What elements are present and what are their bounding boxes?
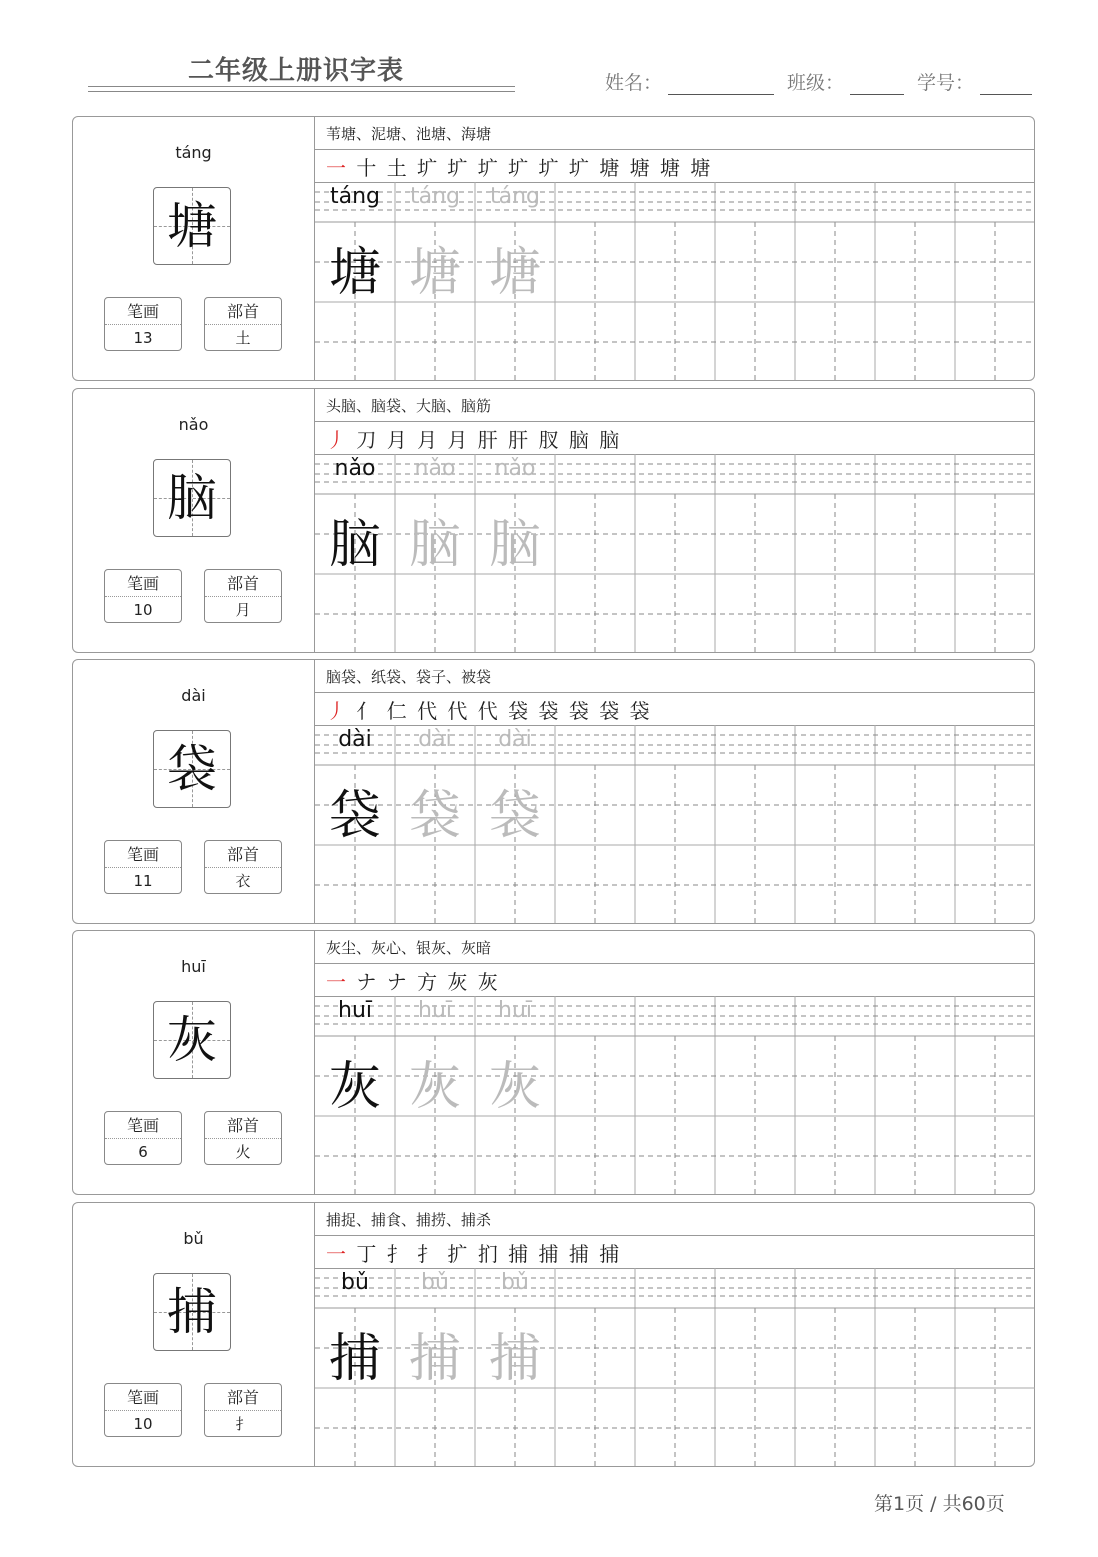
radical-value: 扌 — [235, 1415, 251, 1433]
radical-label: 部首 — [205, 298, 281, 325]
character-trace: 脑 — [488, 515, 541, 575]
page-indicator: 第1页 / 共60页 — [874, 1493, 1005, 1515]
radical-value: 火 — [235, 1143, 251, 1161]
character-trace: 灰 — [408, 1057, 461, 1117]
title-underline — [88, 86, 515, 87]
pinyin-trace: dài — [498, 727, 532, 752]
number-blank[interactable] — [980, 74, 1032, 95]
pinyin-trace: huī — [418, 998, 452, 1023]
pinyin-trace: dài — [418, 727, 452, 752]
class-field[interactable] — [787, 68, 904, 95]
pinyin-trace: nǎo — [494, 456, 536, 481]
pinyin-sample: bǔ — [341, 1270, 369, 1295]
stroke-count-box — [104, 297, 182, 351]
radical-value: 土 — [235, 329, 251, 347]
stroke-count-label: 笔画 — [105, 1384, 181, 1411]
stroke-count-label: 笔画 — [105, 1112, 181, 1139]
character-card — [72, 116, 1035, 381]
stroke-order-row — [315, 421, 1034, 455]
stroke-count-value: 10 — [133, 1415, 153, 1433]
pinyin-label: huī — [181, 957, 206, 976]
character-card — [72, 659, 1035, 924]
pinyin-label: bǔ — [183, 1229, 204, 1248]
radical-label: 部首 — [205, 1112, 281, 1139]
character-info-panel — [73, 117, 314, 380]
character-trace: 捕 — [488, 1329, 541, 1389]
character-trace: 塘 — [488, 243, 541, 303]
pinyin-label: dài — [181, 686, 206, 705]
name-label: 姓名： — [605, 72, 663, 94]
character-info-panel — [73, 1203, 314, 1466]
character-trace: 袋 — [488, 786, 541, 846]
radical-value: 月 — [235, 601, 251, 619]
stroke-order-row — [315, 963, 1034, 997]
character-trace: 脑 — [408, 515, 461, 575]
practice-area — [314, 1203, 1034, 1466]
stroke-order: 丿 刀 月 月 月 肝 肝 肞 脑 脑 — [326, 428, 622, 452]
radical-box — [204, 1111, 282, 1165]
name-blank[interactable] — [668, 74, 774, 95]
character-sample: 塘 — [328, 243, 381, 303]
word-examples-row — [315, 1203, 1034, 1236]
character-trace: 袋 — [408, 786, 461, 846]
stroke-count-label: 笔画 — [105, 298, 181, 325]
character-display: 袋 — [167, 740, 217, 798]
pinyin-sample: táng — [329, 184, 380, 209]
radical-box — [204, 297, 282, 351]
word-examples-row — [315, 931, 1034, 964]
stroke-count-box — [104, 569, 182, 623]
pinyin-label: táng — [175, 143, 212, 162]
character-info-panel — [73, 389, 314, 652]
character-box — [153, 1001, 231, 1079]
character-sample: 脑 — [328, 515, 381, 575]
stroke-order: 一 ナ ナ 方 灰 灰 — [326, 970, 500, 994]
title-underline-2 — [88, 91, 515, 92]
practice-area — [314, 660, 1034, 923]
character-display: 塘 — [167, 197, 217, 255]
character-display: 捕 — [167, 1283, 217, 1341]
stroke-count-box — [104, 1111, 182, 1165]
radical-label: 部首 — [205, 570, 281, 597]
writing-grid[interactable] — [315, 725, 1034, 923]
character-display: 脑 — [167, 469, 217, 527]
radical-box — [204, 840, 282, 894]
writing-grid[interactable] — [315, 454, 1034, 652]
character-trace: 捕 — [408, 1329, 461, 1389]
pinyin-trace: huī — [498, 998, 532, 1023]
writing-grid[interactable] — [315, 996, 1034, 1194]
word-examples: 苇塘、泥塘、池塘、海塘 — [326, 125, 492, 143]
pinyin-trace: nǎo — [414, 456, 456, 481]
pinyin-sample: huī — [338, 998, 372, 1023]
radical-box — [204, 1383, 282, 1437]
number-label: 学号： — [917, 72, 975, 94]
stroke-order-row — [315, 149, 1034, 183]
word-examples: 灰尘、灰心、银灰、灰暗 — [326, 939, 492, 957]
word-examples: 捕捉、捕食、捕捞、捕杀 — [326, 1211, 492, 1229]
stroke-order: 一 十 土 圹 圹 圹 圹 圹 圹 塘 塘 塘 塘 — [326, 156, 713, 180]
word-examples-row — [315, 660, 1034, 693]
character-card — [72, 930, 1035, 1195]
character-sample: 袋 — [328, 786, 381, 846]
pinyin-trace: bǔ — [421, 1270, 449, 1295]
word-examples-row — [315, 117, 1034, 150]
page-title: 二年级上册识字表 — [188, 56, 405, 86]
stroke-count-label: 笔画 — [105, 841, 181, 868]
character-box — [153, 730, 231, 808]
stroke-count-box — [104, 1383, 182, 1437]
class-blank[interactable] — [850, 74, 904, 95]
character-card — [72, 388, 1035, 653]
character-trace: 塘 — [408, 243, 461, 303]
character-display: 灰 — [167, 1011, 217, 1069]
name-field[interactable] — [605, 68, 774, 95]
practice-area — [314, 117, 1034, 380]
stroke-order: 丿 亻 仁 代 代 代 袋 袋 袋 袋 袋 — [326, 699, 652, 723]
word-examples-row — [315, 389, 1034, 422]
stroke-count-value: 11 — [133, 872, 153, 890]
pinyin-trace: táng — [489, 184, 540, 209]
stroke-count-value: 10 — [133, 601, 153, 619]
practice-area — [314, 931, 1034, 1194]
number-field[interactable] — [917, 68, 1032, 95]
class-label: 班级： — [787, 72, 845, 94]
radical-box — [204, 569, 282, 623]
character-info-panel — [73, 660, 314, 923]
character-box — [153, 187, 231, 265]
writing-grid[interactable] — [315, 182, 1034, 380]
character-card — [72, 1202, 1035, 1467]
radical-value: 衣 — [235, 872, 251, 890]
stroke-order: 一 丁 扌 扌 扩 扪 捕 捕 捕 捕 — [326, 1242, 622, 1266]
pinyin-sample: nǎo — [334, 456, 376, 481]
pinyin-label: nǎo — [178, 415, 209, 434]
stroke-count-box — [104, 840, 182, 894]
character-trace: 灰 — [488, 1057, 541, 1117]
stroke-order-row — [315, 692, 1034, 726]
radical-label: 部首 — [205, 1384, 281, 1411]
character-sample: 灰 — [328, 1057, 381, 1117]
writing-grid[interactable] — [315, 1268, 1034, 1466]
stroke-count-label: 笔画 — [105, 570, 181, 597]
radical-label: 部首 — [205, 841, 281, 868]
stroke-count-value: 13 — [133, 329, 153, 347]
word-examples: 头脑、脑袋、大脑、脑筋 — [326, 397, 492, 415]
pinyin-trace: bǔ — [501, 1270, 529, 1295]
practice-area — [314, 389, 1034, 652]
word-examples: 脑袋、纸袋、袋子、被袋 — [326, 668, 492, 686]
pinyin-sample: dài — [338, 727, 372, 752]
stroke-count-value: 6 — [138, 1143, 148, 1161]
pinyin-trace: táng — [409, 184, 460, 209]
stroke-order-row — [315, 1235, 1034, 1269]
character-box — [153, 1273, 231, 1351]
character-sample: 捕 — [328, 1329, 381, 1389]
character-box — [153, 459, 231, 537]
character-info-panel — [73, 931, 314, 1194]
